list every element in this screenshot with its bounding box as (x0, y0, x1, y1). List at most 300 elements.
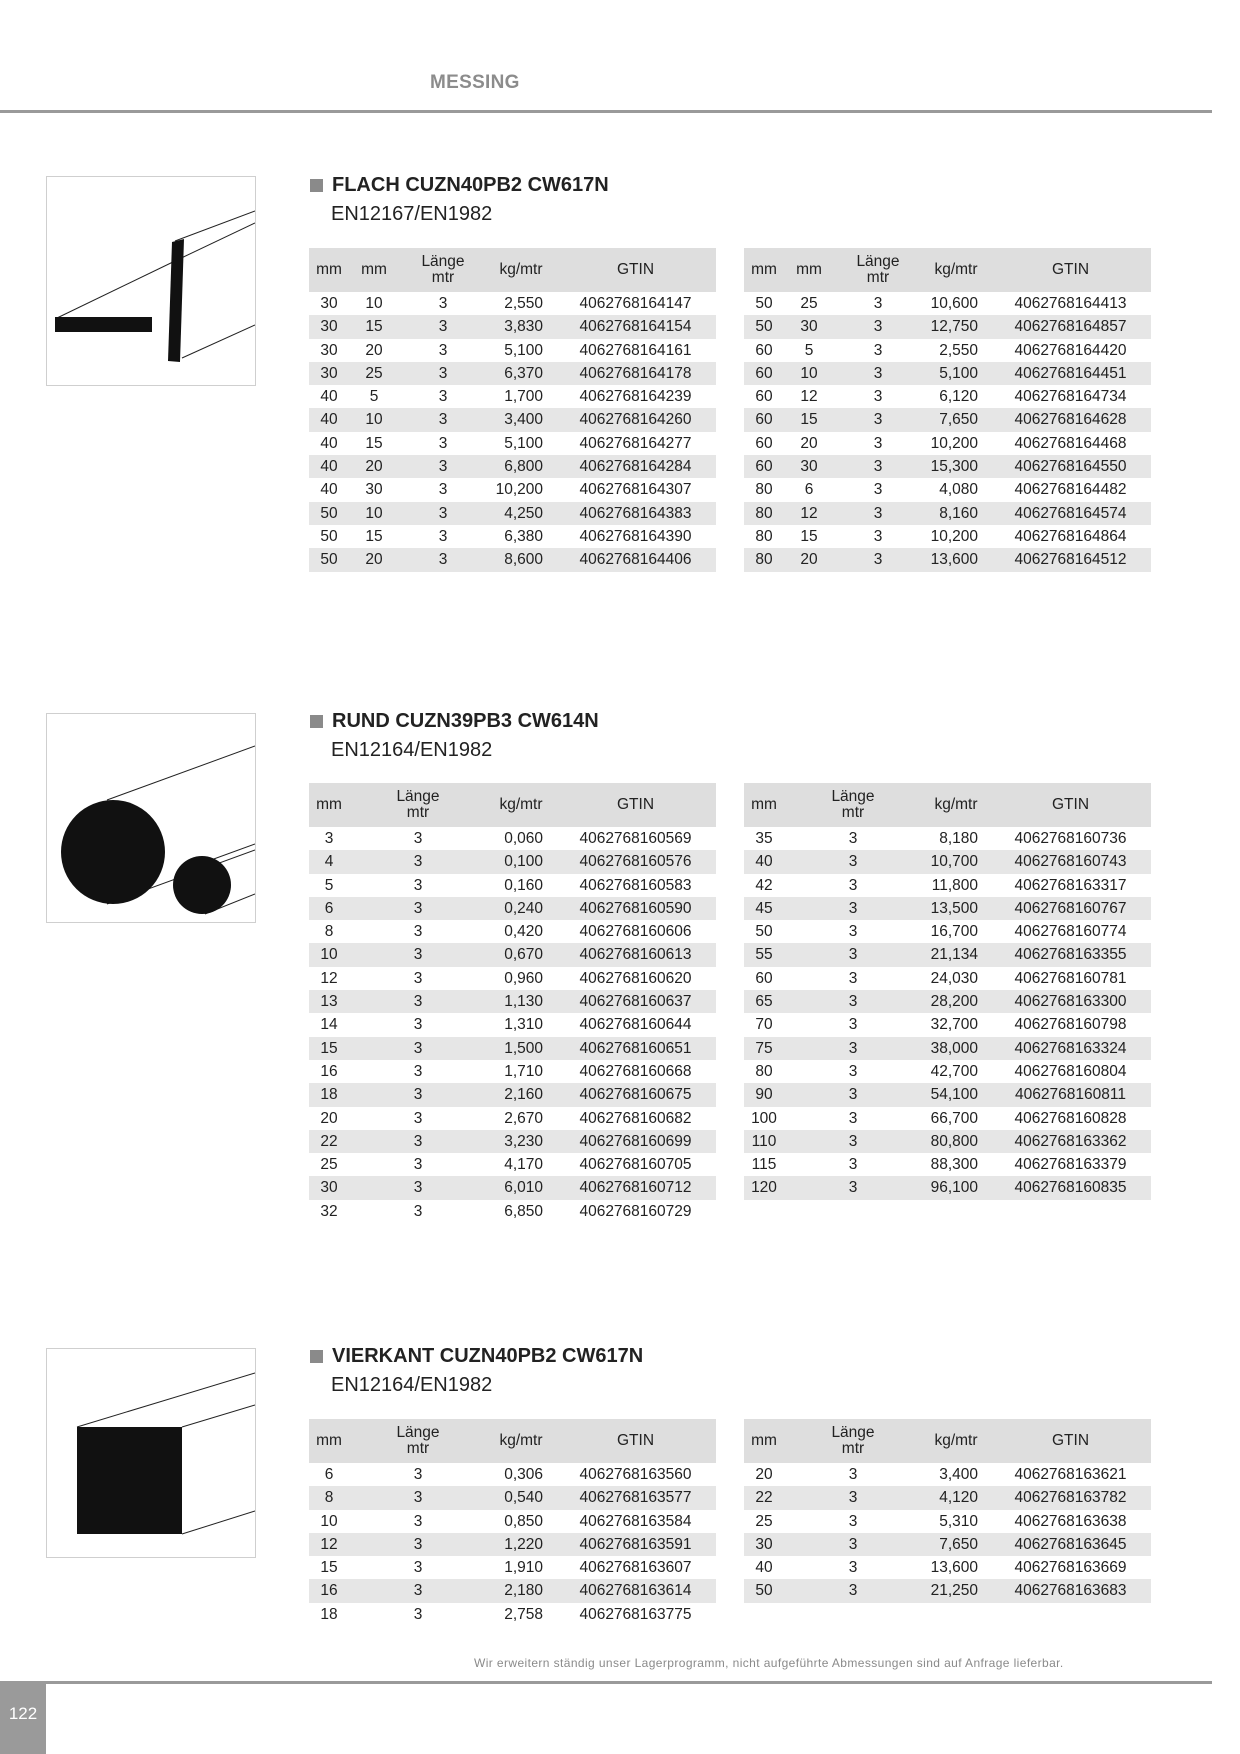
table-cell: 25 (755, 1512, 773, 1530)
column-header: kg/mtr (922, 783, 990, 827)
table-cell: 30 (784, 315, 834, 338)
table-row (309, 1603, 716, 1626)
table-cell: 5,100 (504, 341, 543, 359)
table-row (744, 525, 1151, 548)
table-cell: 4062768163584 (579, 1512, 692, 1530)
table-cell: 4062768164390 (579, 527, 692, 545)
column-header: mm (744, 248, 784, 292)
table-cell: 1,130 (487, 990, 555, 1013)
table-cell: 10,200 (930, 434, 978, 452)
table-cell: 3 (399, 362, 487, 385)
column-header: mm (309, 1419, 349, 1463)
table-cell: 50 (744, 1579, 784, 1602)
table-cell: 3 (349, 1176, 487, 1199)
table-cell: 6,120 (939, 388, 978, 406)
table-header-row (309, 783, 716, 827)
table-cell: 60 (744, 408, 784, 431)
table-cell: 28,200 (922, 990, 990, 1013)
table-cell: 3 (438, 295, 448, 312)
table-cell: 40 (309, 408, 349, 431)
table-cell: 10 (784, 362, 834, 385)
table-cell: 115 (751, 1156, 777, 1174)
table-cell: 22 (744, 1486, 784, 1509)
table-cell: 16 (320, 1062, 338, 1080)
table-row (744, 920, 1151, 943)
table-cell: 13,600 (922, 548, 990, 571)
column-header: GTIN (555, 783, 716, 827)
column-header: GTIN (990, 783, 1151, 827)
column-header: mm (309, 783, 349, 827)
table-row (309, 897, 716, 920)
table-cell: 80 (755, 481, 773, 499)
table-row (744, 432, 1151, 455)
table-cell: 4062768163607 (579, 1559, 692, 1577)
table-cell: 4062768160620 (579, 969, 692, 987)
table-cell: 3 (873, 434, 883, 452)
table-cell: 0,160 (504, 876, 543, 894)
table-cell: 3 (349, 943, 487, 966)
table-cell: 3 (349, 1579, 487, 1602)
table-row (309, 1013, 716, 1036)
table-row (744, 1579, 1151, 1602)
table-row (744, 850, 1151, 873)
table-cell: 3 (784, 1579, 922, 1602)
table-cell: 11,800 (931, 876, 978, 894)
table-cell: 4,080 (939, 481, 978, 499)
table-cell: 4062768160637 (555, 990, 716, 1013)
column-header: Länge mtr (399, 248, 487, 292)
table-cell: 3 (848, 830, 858, 847)
table-cell: 5,310 (939, 1512, 978, 1530)
table-cell: 0,960 (504, 969, 543, 987)
table-cell: 22 (309, 1130, 349, 1153)
table-cell: 4062768160590 (555, 897, 716, 920)
table-cell: 3 (848, 969, 858, 987)
table-cell: 30 (784, 455, 834, 478)
column-header: Länge mtr (349, 1419, 487, 1463)
flach-table-right (744, 248, 1151, 572)
table-cell: 4062768164277 (579, 434, 692, 452)
table-cell: 4062768164239 (579, 388, 692, 406)
table-cell: 40 (320, 388, 338, 406)
table-row (309, 478, 716, 501)
table-cell: 15 (320, 1559, 338, 1577)
table-header-row (744, 1419, 1151, 1463)
table-row (309, 1510, 716, 1533)
table-header-row (309, 1419, 716, 1463)
table-cell: 21,134 (922, 943, 990, 966)
table-row (744, 1510, 1151, 1533)
square-bar-illustration (46, 1348, 256, 1558)
table-cell: 60 (755, 341, 773, 359)
column-header: kg/mtr (487, 783, 555, 827)
table-cell: 2,670 (504, 1109, 543, 1127)
table-cell: 3 (413, 1016, 423, 1034)
table-cell: 5 (324, 876, 334, 894)
table-row (744, 1463, 1151, 1486)
table-row (744, 1130, 1151, 1153)
table-row (744, 1060, 1151, 1083)
table-cell: 12 (309, 1533, 349, 1556)
table-cell: 42,700 (930, 1062, 978, 1080)
column-header: GTIN (990, 1419, 1151, 1463)
section-norm-flach: EN12167/EN1982 (331, 203, 493, 225)
table-row (309, 967, 716, 990)
table-row (309, 502, 716, 525)
table-cell: 21,250 (922, 1579, 990, 1602)
table-cell: 96,100 (922, 1176, 990, 1199)
table-row (744, 385, 1151, 408)
column-header: kg/mtr (487, 1419, 555, 1463)
table-cell: 4062768160828 (1014, 1109, 1127, 1127)
table-cell: 13,600 (930, 1559, 978, 1577)
table-cell: 40 (320, 434, 338, 452)
table-cell: 3 (399, 455, 487, 478)
table-cell: 80 (744, 548, 784, 571)
table-cell: 4062768164857 (990, 315, 1151, 338)
table-cell: 12 (800, 388, 818, 406)
table-cell: 50 (755, 923, 773, 941)
table-row (309, 827, 716, 850)
table-cell: 7,650 (922, 1533, 990, 1556)
table-cell: 3,400 (939, 1466, 978, 1483)
table-cell: 3 (349, 850, 487, 873)
table-row (309, 1083, 716, 1106)
table-cell: 30 (309, 315, 349, 338)
table-cell: 12 (320, 969, 338, 987)
bullet-square-icon (310, 715, 323, 728)
table-row (744, 1107, 1151, 1130)
table-row (309, 548, 716, 571)
table-cell: 16 (309, 1579, 349, 1602)
table-cell: 3 (413, 1156, 423, 1174)
table-cell: 6 (804, 481, 814, 499)
table-cell: 3 (848, 1016, 858, 1034)
table-cell: 4062768164260 (555, 408, 716, 431)
table-cell: 40 (755, 1559, 773, 1577)
page-number: 122 (8, 1704, 38, 1723)
table-cell: 0,540 (487, 1486, 555, 1509)
round-bar-illustration (46, 713, 256, 923)
table-cell: 50 (744, 315, 784, 338)
table-cell: 4062768164451 (990, 362, 1151, 385)
table-header-row (744, 783, 1151, 827)
table-cell: 5,100 (504, 434, 543, 452)
table-cell: 4062768160729 (579, 1202, 692, 1220)
vierkant-table-right (744, 1419, 1151, 1603)
table-row (744, 339, 1151, 362)
table-row (744, 315, 1151, 338)
table-cell: 3 (349, 1037, 487, 1060)
table-cell: 20 (784, 548, 834, 571)
table-cell: 6 (324, 1466, 334, 1483)
table-cell: 15 (365, 527, 383, 545)
table-row (309, 1463, 716, 1486)
table-row (744, 478, 1151, 501)
table-row (309, 1533, 716, 1556)
column-header: GTIN (990, 248, 1151, 292)
table-cell: 60 (744, 362, 784, 385)
table-row (309, 432, 716, 455)
page-header-title: MESSING (430, 72, 520, 93)
table-cell: 5 (804, 341, 814, 359)
table-cell: 1,710 (504, 1062, 543, 1080)
table-cell: 4062768160798 (1014, 1016, 1127, 1034)
column-header: Länge mtr (834, 248, 922, 292)
table-cell: 4062768163324 (990, 1037, 1151, 1060)
table-cell: 4062768163782 (990, 1486, 1151, 1509)
table-row (744, 943, 1151, 966)
table-cell: 30 (744, 1533, 784, 1556)
column-header: kg/mtr (922, 248, 990, 292)
table-cell: 10 (309, 943, 349, 966)
table-cell: 4062768160651 (555, 1037, 716, 1060)
table-cell: 3 (438, 434, 448, 452)
header-divider (0, 110, 1212, 113)
table-cell: 0,240 (487, 897, 555, 920)
table-cell: 4062768163577 (555, 1486, 716, 1509)
table-row (744, 1556, 1151, 1579)
table-row (309, 990, 716, 1013)
table-cell: 3 (413, 1559, 423, 1577)
table-cell: 120 (744, 1176, 784, 1199)
table-cell: 15 (800, 527, 818, 545)
table-cell: 3 (784, 1176, 922, 1199)
table-cell: 4062768160781 (1014, 969, 1127, 987)
table-cell: 3 (873, 295, 883, 312)
table-cell: 3 (873, 388, 883, 406)
table-cell: 2,758 (504, 1605, 543, 1623)
table-cell: 3 (438, 481, 448, 499)
table-cell: 32,700 (930, 1016, 978, 1034)
table-row (309, 1037, 716, 1060)
section-title-vierkant: VIERKANT CUZN40PB2 CW617N (310, 1345, 643, 1368)
flat-bar-illustration (46, 176, 256, 386)
table-cell: 10,200 (495, 481, 543, 499)
table-cell: 0,100 (487, 850, 555, 873)
table-cell: 3 (848, 1156, 858, 1174)
bullet-square-icon (310, 1350, 323, 1363)
table-row (744, 548, 1151, 571)
table-row (744, 967, 1151, 990)
table-cell: 3 (784, 1083, 922, 1106)
table-cell: 3 (784, 1037, 922, 1060)
table-cell: 60 (755, 388, 773, 406)
table-row (309, 920, 716, 943)
table-cell: 4062768164512 (990, 548, 1151, 571)
table-cell: 1,910 (504, 1559, 543, 1577)
table-cell: 8,180 (939, 830, 978, 847)
table-cell: 3 (324, 830, 334, 847)
table-cell: 3 (873, 481, 883, 499)
table-cell: 4062768163362 (990, 1130, 1151, 1153)
footer-divider (0, 1681, 1212, 1684)
bullet-square-icon (310, 179, 323, 192)
table-row (744, 1037, 1151, 1060)
table-cell: 8,600 (487, 548, 555, 571)
section-title-rund: RUND CUZN39PB3 CW614N (310, 710, 599, 733)
table-cell: 3,830 (487, 315, 555, 338)
table-cell: 3 (784, 1486, 922, 1509)
table-cell: 1,500 (487, 1037, 555, 1060)
table-row (744, 455, 1151, 478)
table-cell: 4062768164383 (555, 502, 716, 525)
table-row (309, 362, 716, 385)
table-cell: 24,030 (930, 969, 978, 987)
table-cell: 3 (784, 897, 922, 920)
table-cell: 45 (744, 897, 784, 920)
table-cell: 88,300 (930, 1156, 978, 1174)
table-cell: 3 (834, 502, 922, 525)
table-cell: 60 (755, 969, 773, 987)
table-cell: 20 (755, 1466, 773, 1483)
table-cell: 30 (320, 295, 338, 312)
table-cell: 0,850 (504, 1512, 543, 1530)
table-cell: 2,550 (939, 341, 978, 359)
table-cell: 32 (320, 1202, 338, 1220)
table-cell: 4,120 (922, 1486, 990, 1509)
column-header: mm (309, 248, 349, 292)
table-row (309, 315, 716, 338)
table-cell: 65 (744, 990, 784, 1013)
table-cell: 25 (320, 1156, 338, 1174)
table-cell: 80,800 (922, 1130, 990, 1153)
table-cell: 40 (320, 481, 338, 499)
table-cell: 4062768163638 (1014, 1512, 1127, 1530)
table-cell: 4062768160576 (555, 850, 716, 873)
table-cell: 4062768160583 (579, 876, 692, 894)
section-norm-rund: EN12164/EN1982 (331, 739, 493, 761)
table-cell: 4062768164482 (1014, 481, 1127, 499)
table-cell: 6 (309, 897, 349, 920)
table-cell: 18 (320, 1605, 338, 1623)
table-cell: 4062768160736 (1014, 830, 1127, 847)
table-cell: 3,230 (487, 1130, 555, 1153)
table-cell: 2,550 (504, 295, 543, 312)
table-cell: 4062768160811 (990, 1083, 1151, 1106)
table-cell: 12,750 (922, 315, 990, 338)
table-cell: 0,420 (504, 923, 543, 941)
table-cell: 3,400 (487, 408, 555, 431)
table-cell: 1,310 (504, 1016, 543, 1034)
table-row (309, 1130, 716, 1153)
table-cell: 3 (399, 548, 487, 571)
table-row (744, 1153, 1151, 1176)
table-cell: 3 (413, 1605, 423, 1623)
table-cell: 4062768160767 (990, 897, 1151, 920)
column-header: GTIN (555, 1419, 716, 1463)
table-cell: 4062768164161 (579, 341, 692, 359)
table-cell: 13,500 (922, 897, 990, 920)
table-row (309, 1579, 716, 1602)
table-row (744, 502, 1151, 525)
table-row (309, 1153, 716, 1176)
table-cell: 0,670 (487, 943, 555, 966)
table-cell: 10,200 (930, 527, 978, 545)
table-row (309, 850, 716, 873)
table-cell: 8 (324, 923, 334, 941)
table-cell: 3 (848, 1512, 858, 1530)
table-cell: 10 (349, 502, 399, 525)
table-cell: 4062768163614 (555, 1579, 716, 1602)
rund-table-right (744, 783, 1151, 1200)
table-cell: 3 (834, 408, 922, 431)
table-cell: 10 (349, 408, 399, 431)
table-cell: 3 (834, 315, 922, 338)
table-cell: 3 (399, 408, 487, 431)
table-cell: 6,370 (487, 362, 555, 385)
table-cell: 15 (309, 1037, 349, 1060)
footer-note: Wir erweitern ständig unser Lagerprogramm, nicht aufgeführte Abmessungen sind auf Anfrage lieferbar. (474, 1656, 1064, 1670)
table-cell: 3 (848, 1062, 858, 1080)
table-cell: 6,380 (504, 527, 543, 545)
column-header: Länge mtr (784, 783, 922, 827)
table-cell: 4062768164468 (1014, 434, 1127, 452)
table-cell: 3 (413, 923, 423, 941)
table-cell: 80 (755, 527, 773, 545)
table-cell: 20 (800, 434, 818, 452)
table-row (744, 874, 1151, 897)
table-row (744, 408, 1151, 431)
table-cell: 20 (365, 341, 383, 359)
column-header: Länge mtr (784, 1419, 922, 1463)
column-header: Länge mtr (349, 783, 487, 827)
table-cell: 3 (784, 1533, 922, 1556)
table-cell: 3 (438, 388, 448, 406)
column-header: kg/mtr (487, 248, 555, 292)
table-cell: 54,100 (922, 1083, 990, 1106)
table-cell: 4062768164574 (990, 502, 1151, 525)
table-row (309, 292, 716, 315)
column-header: mm (744, 1419, 784, 1463)
column-header: mm (349, 248, 399, 292)
table-cell: 4062768160774 (1014, 923, 1127, 941)
table-cell: 3 (399, 315, 487, 338)
table-cell: 2,160 (487, 1083, 555, 1106)
table-cell: 3 (834, 548, 922, 571)
table-cell: 30 (309, 1176, 349, 1199)
table-row (744, 362, 1151, 385)
table-cell: 30 (309, 362, 349, 385)
table-cell: 3 (413, 830, 423, 847)
table-cell: 4,170 (504, 1156, 543, 1174)
table-cell: 4062768160682 (579, 1109, 692, 1127)
table-cell: 80 (755, 1062, 773, 1080)
table-cell: 3 (848, 876, 858, 894)
table-cell: 4062768160699 (555, 1130, 716, 1153)
table-cell: 3 (873, 527, 883, 545)
table-cell: 4062768160606 (579, 923, 692, 941)
table-row (309, 1060, 716, 1083)
table-cell: 3 (413, 876, 423, 894)
table-cell: 4062768164550 (990, 455, 1151, 478)
table-cell: 4062768164178 (555, 362, 716, 385)
table-cell: 3 (399, 502, 487, 525)
flach-table-left (309, 248, 716, 572)
table-cell: 13 (309, 990, 349, 1013)
table-row (309, 943, 716, 966)
table-cell: 30 (320, 341, 338, 359)
table-cell: 1,700 (504, 388, 543, 406)
table-row (309, 408, 716, 431)
table-cell: 4 (309, 850, 349, 873)
table-cell: 80 (744, 502, 784, 525)
table-cell: 4062768160613 (555, 943, 716, 966)
table-cell: 6,010 (487, 1176, 555, 1199)
table-cell: 3 (413, 1512, 423, 1530)
table-cell: 4062768163317 (1014, 876, 1127, 894)
table-cell: 4062768164628 (990, 408, 1151, 431)
